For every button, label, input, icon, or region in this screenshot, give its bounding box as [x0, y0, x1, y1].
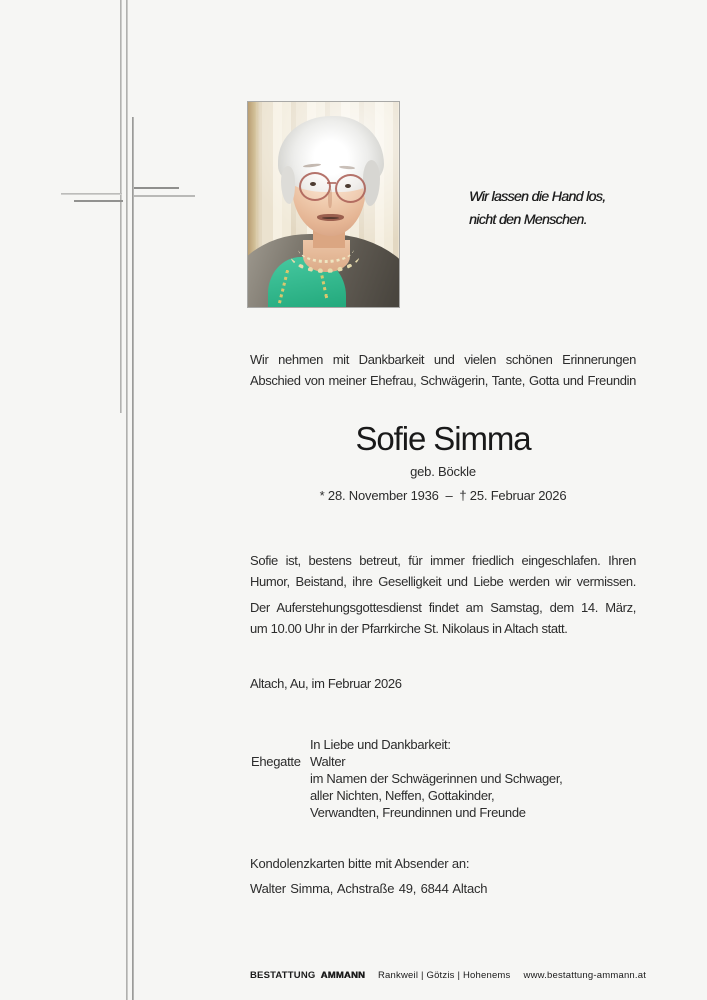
- photo-eye-left: [310, 182, 316, 186]
- cross-vertical-line-middle: [126, 0, 128, 1000]
- paragraph-line: Der Auferstehungsgottesdienst findet am Samstag, dem 14. März,: [250, 600, 636, 615]
- memorial-quote: [469, 185, 605, 230]
- mourners-block: [251, 736, 562, 821]
- dateline: Altach, Au, im Februar 2026: [250, 676, 402, 691]
- brand-prefix: BESTATTUNG: [250, 970, 316, 981]
- photo-eye-right: [345, 184, 351, 188]
- funeral-home-footer: [250, 970, 646, 982]
- life-dates: * 28. November 1936 – † 25. Februar 2026: [319, 488, 567, 503]
- photo-mouth-line: [322, 217, 339, 219]
- cross-arm-left-upper: [61, 193, 122, 195]
- condolence-address: Walter Simma, Achstraße 49, 6844 Altach: [250, 881, 488, 896]
- photo-glasses-lens-left: [299, 172, 331, 201]
- photo-glasses-bridge: [327, 182, 336, 184]
- mourner-row: [251, 753, 562, 770]
- condolence-line: Kondolenzkarten bitte mit Absender an:: [250, 856, 470, 871]
- brand-name: AMMANN: [320, 970, 365, 981]
- memorial-quote-line: nicht den Menschen.: [469, 210, 587, 227]
- photo-hair-left: [281, 166, 295, 204]
- cross-arm-left-lower: [74, 200, 123, 202]
- intro-line: Abschied von meiner Ehefrau, Schwägerin, Tante, Gotta und Freundin: [250, 373, 636, 388]
- paragraph-line: Humor, Beistand, ihre Geselligkeit und Liebe werden wir vermissen.: [250, 574, 636, 589]
- funeral-home-brand: [250, 970, 365, 982]
- intro-line: Wir nehmen mit Dankbarkeit und vielen schönen Erinnerungen: [250, 352, 636, 367]
- mourner-name: Walter: [310, 754, 346, 769]
- cross-arm-right-lower: [134, 195, 195, 197]
- memorial-quote-line: Wir lassen die Hand los,: [469, 188, 606, 204]
- mourner-line: Verwandten, Freundinnen und Freunde: [310, 805, 526, 820]
- mourner-role: Ehegatte: [251, 754, 301, 769]
- obituary-paragraph-1: [250, 550, 636, 592]
- intro-paragraph: [250, 349, 636, 391]
- mourner-line: aller Nichten, Neffen, Gottakinder,: [310, 788, 495, 803]
- deceased-block: [250, 421, 636, 503]
- obituary-paragraph-2: [250, 597, 636, 639]
- photo-pearl-necklace-2: [298, 234, 354, 263]
- cross-arm-right-upper: [134, 187, 179, 189]
- photo-nose: [328, 188, 332, 208]
- condolence-block: [250, 856, 487, 896]
- mourner-line: im Namen der Schwägerinnen und Schwager,: [310, 771, 563, 786]
- deceased-name: Sofie Simma: [355, 420, 531, 457]
- mourners-heading: In Liebe und Dankbarkeit:: [310, 737, 451, 752]
- maiden-name: geb. Böckle: [410, 464, 476, 479]
- portrait-photo: [247, 101, 400, 308]
- footer-locations: Rankweil | Götzis | Hohenems: [378, 970, 511, 981]
- cross-vertical-line-left: [120, 0, 122, 413]
- footer-website: www.bestattung-ammann.at: [523, 970, 647, 981]
- paragraph-line: um 10.00 Uhr in der Pfarrkirche St. Nikolaus in Altach statt.: [250, 621, 568, 636]
- photo-glasses-lens-right: [335, 174, 366, 203]
- paragraph-line: Sofie ist, bestens betreut, für immer friedlich eingeschlafen. Ihren: [250, 553, 636, 568]
- cross-vertical-line-right: [132, 117, 134, 1000]
